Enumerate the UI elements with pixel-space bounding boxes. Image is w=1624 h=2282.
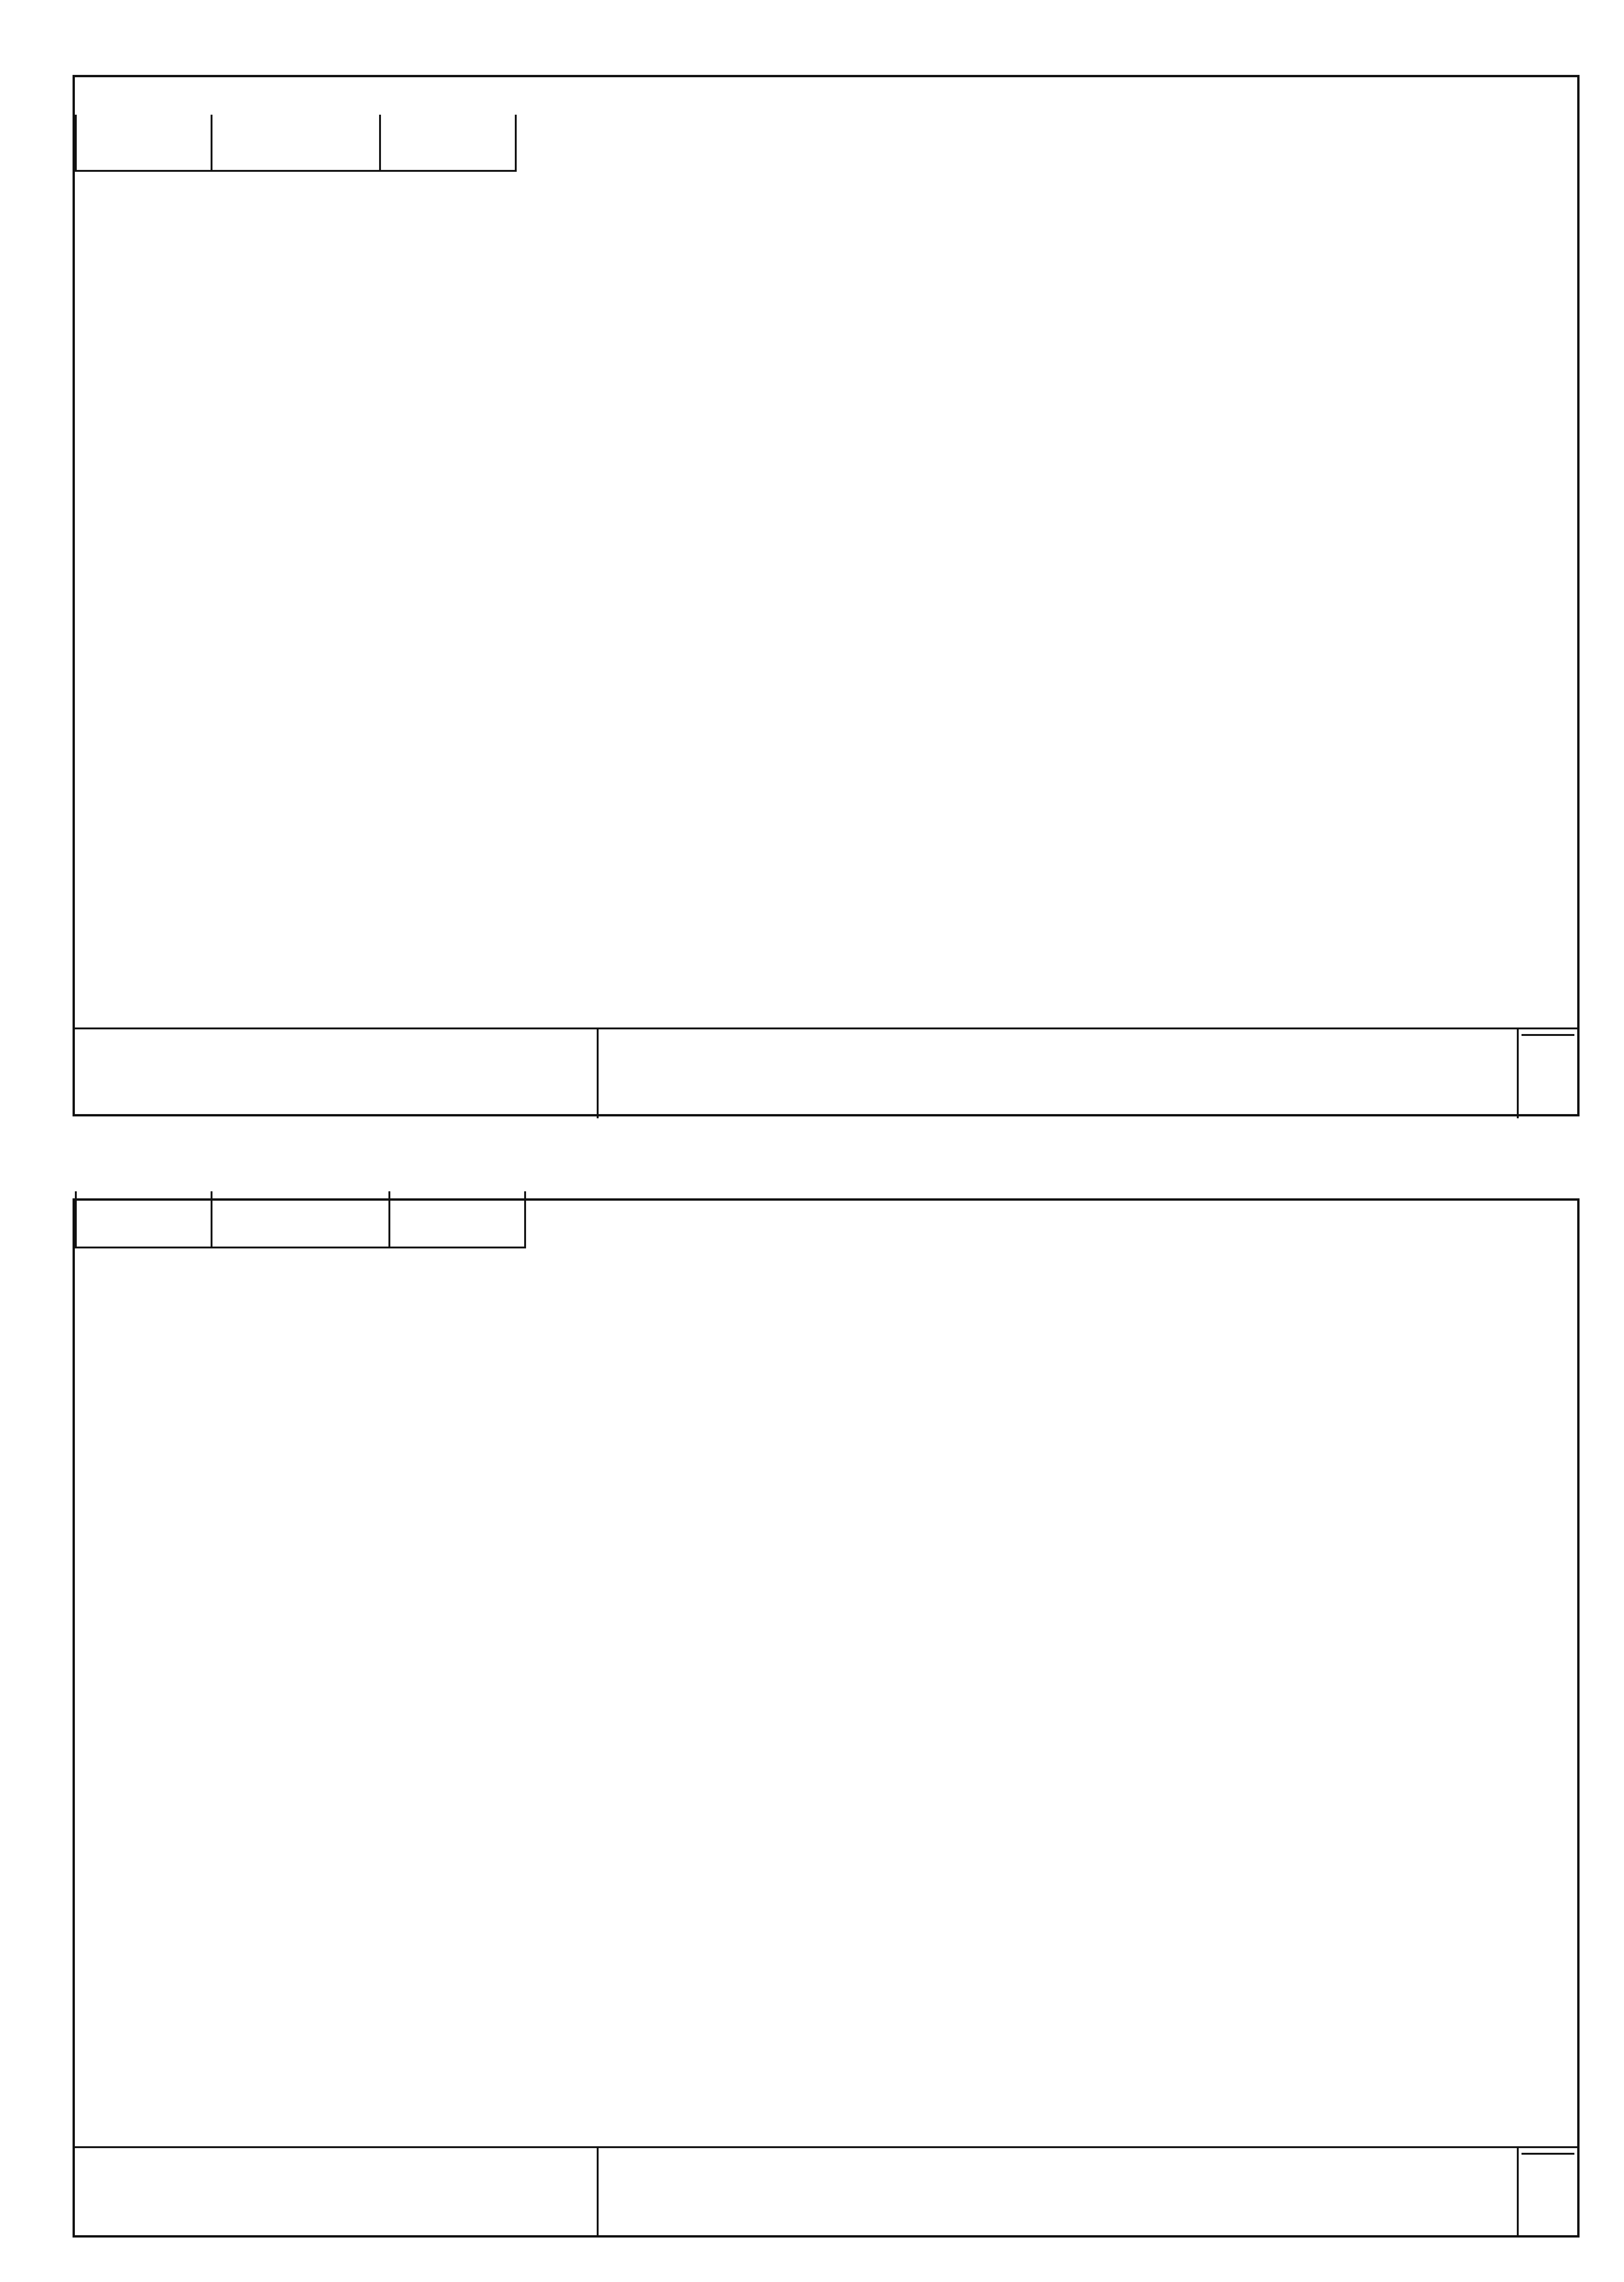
title-stamp-1 [75, 1027, 1577, 1118]
title-stamp-2 [75, 2146, 1577, 2237]
sheet-number-box [1517, 1029, 1577, 1118]
revision-grid [597, 1029, 943, 1118]
archive-header-block [75, 115, 517, 172]
sheet-label [1522, 2153, 1574, 2155]
sheet-number-box [1517, 2148, 1577, 2237]
archive-header-block-2 [75, 1191, 526, 1248]
spec-sheet-2 [73, 1198, 1580, 2238]
spec-sheet-1 [73, 75, 1580, 1116]
revision-grid [597, 2148, 943, 2237]
sheet-label [1522, 1034, 1574, 1036]
